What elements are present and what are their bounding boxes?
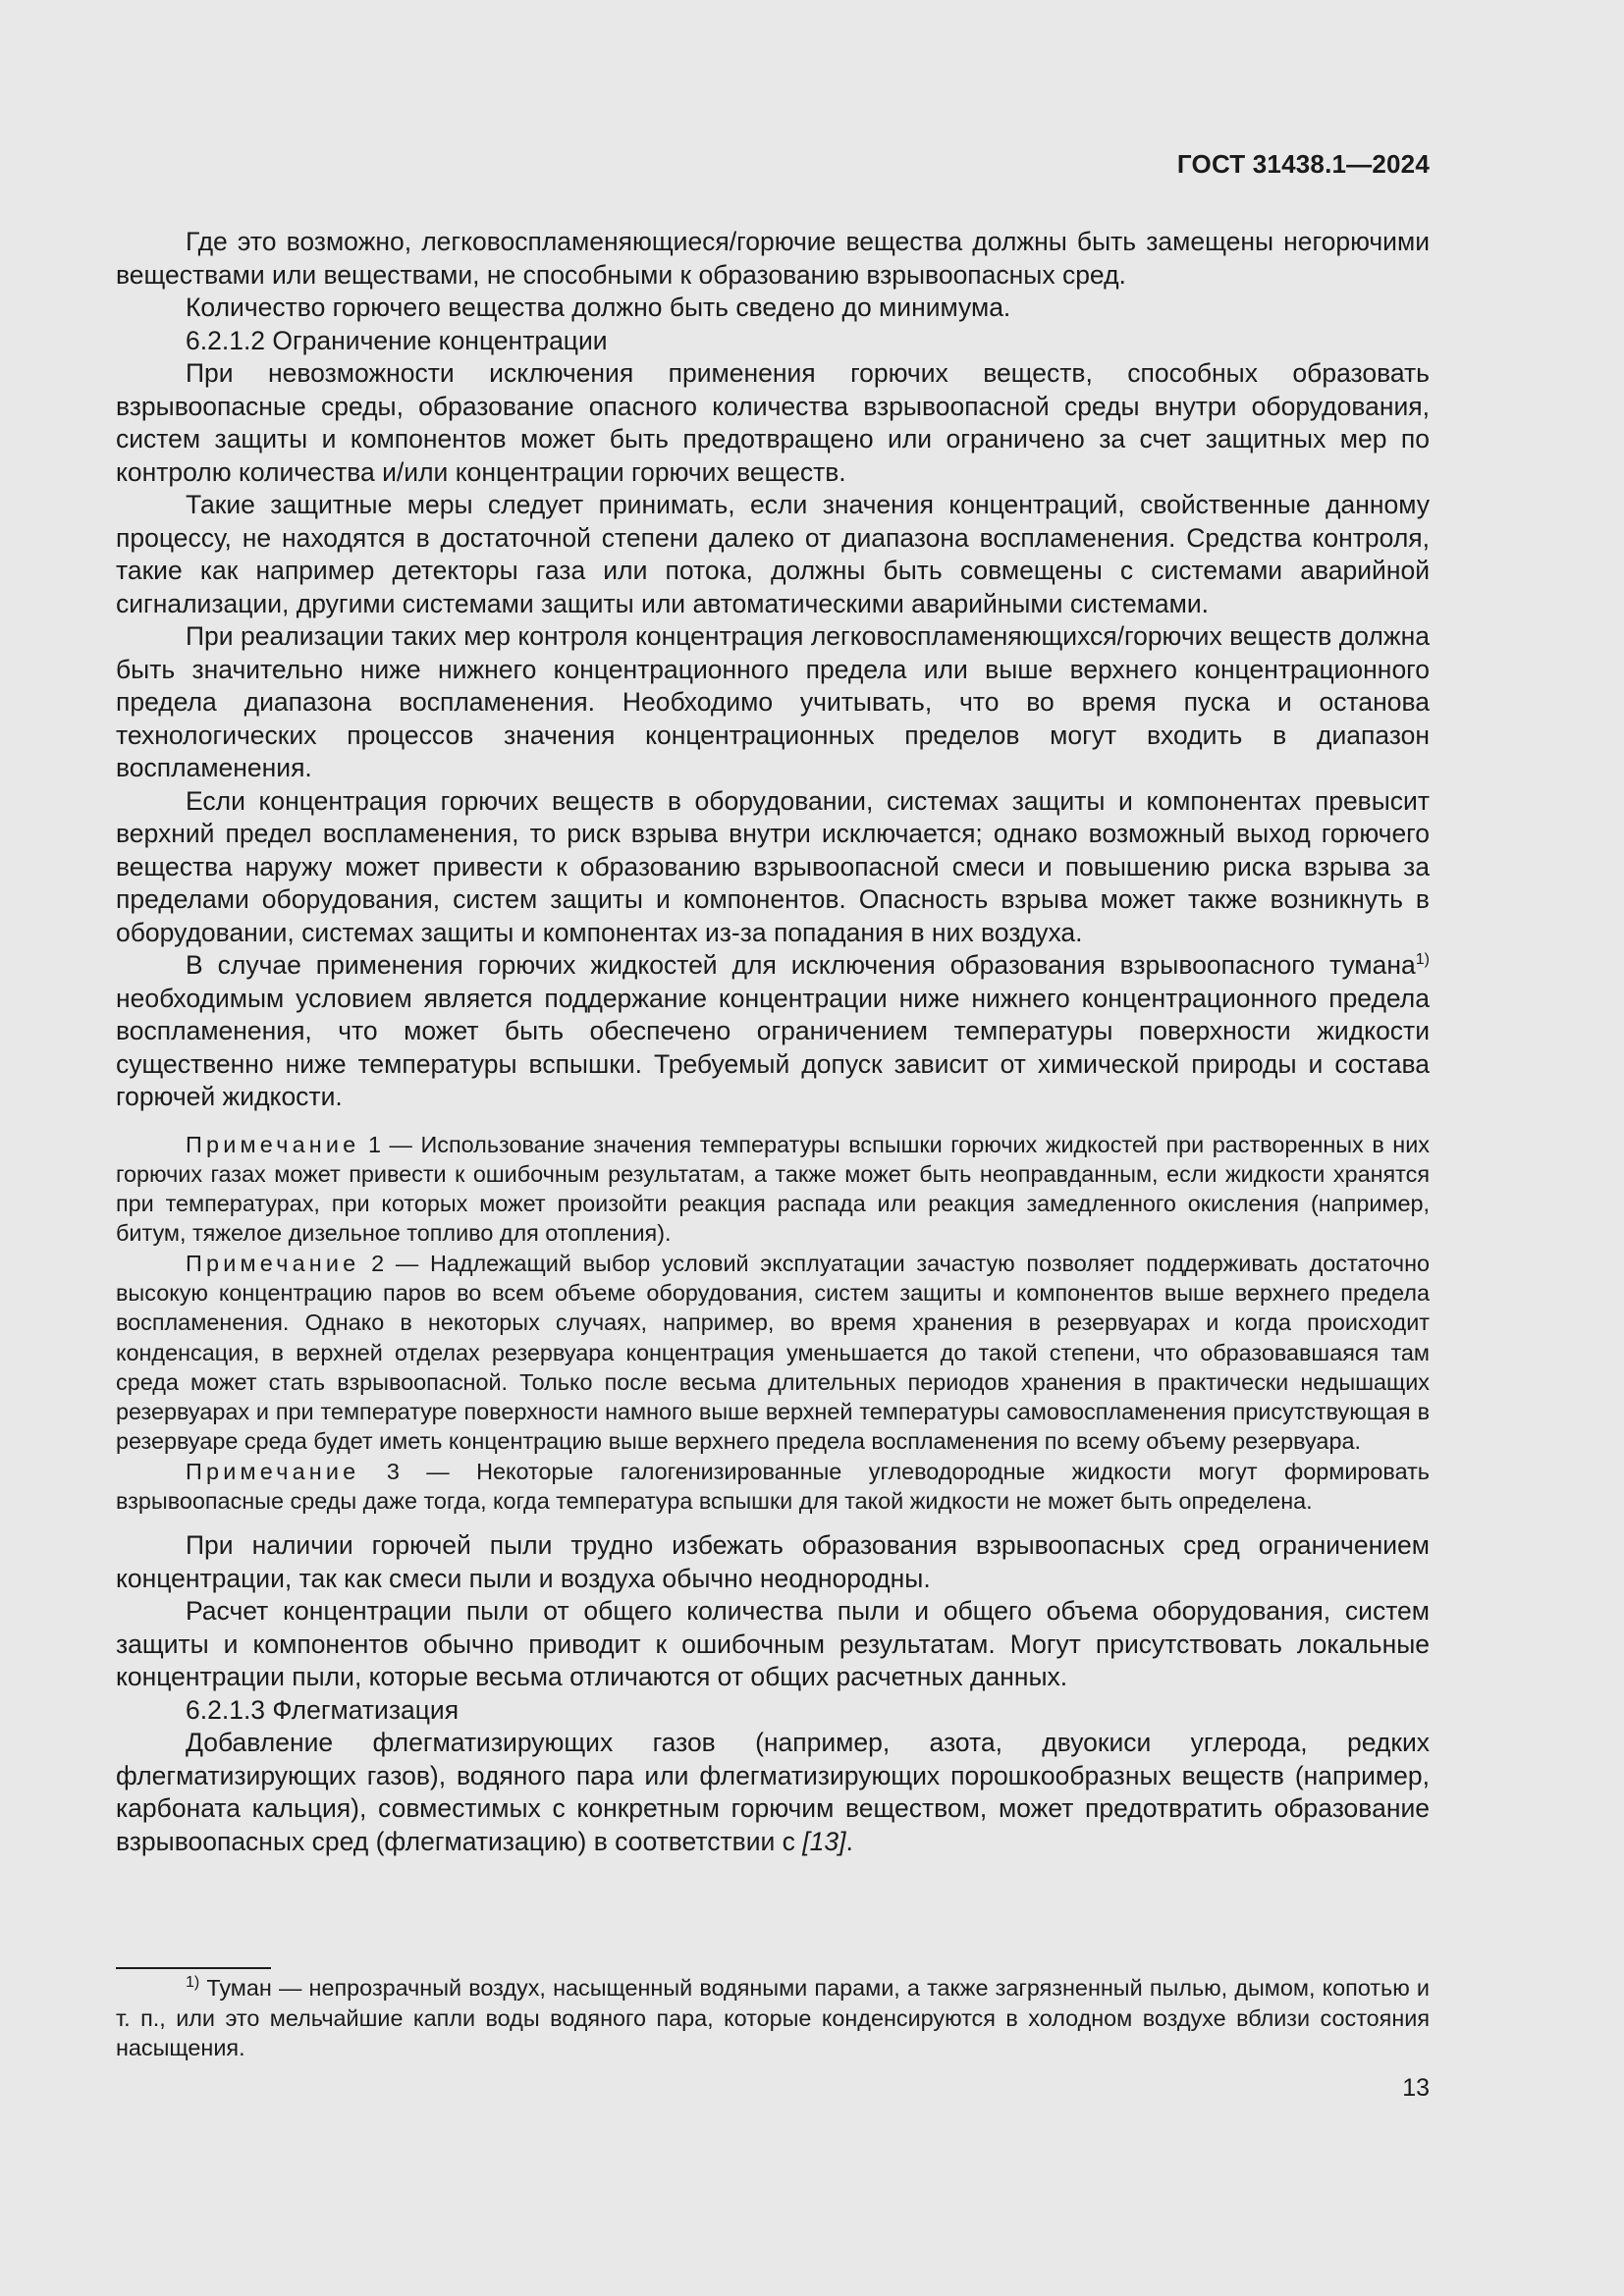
paragraph-phlegmatization-text: Добавление флегматизирующих газов (например, азота, двуокиси углерода, редких флегматизирующих газов), водяного пара или флегматизирующих порошкообразных веществ (например, карбоната кальция), совместимых с конкретным горючим веществом, может предотвратить образование взрывоопасных сред (флегматизацию) в соответствии с — [116, 1728, 1430, 1856]
note-number: 1 — — [359, 1131, 421, 1157]
paragraph-upper-limit: Если концентрация горючих веществ в оборудовании, системах защиты и компонентах превысит верхний предел воспламенения, то риск взрыва внутри исключается; однако возможный выход горючего вещества наружу может привести к образованию взрывоопасной смеси и повышению риска взрыва за пределами оборудования, систем защиты и компонентов. Опасность взрыва может также возникнуть в оборудовании, системах защиты и компонентах из-за попадания в них воздуха. — [116, 785, 1430, 947]
paragraph-dust: При наличии горючей пыли трудно избежать образования взрывоопасных сред ограничением концентрации, так как смеси пыли и воздуха обычно неоднородны. — [116, 1530, 1430, 1593]
paragraph-mist-part2: необходимым условием является поддержание концентрации ниже нижнего концентрационного предела воспламенения, что может быть обеспечено ограничением температуры поверхности жидкости существенно ниже температуры вспышки. Требуемый допуск зависит от химической природы и состава горючей жидкости. — [116, 983, 1430, 1111]
footnote-reference: 1) — [1415, 951, 1430, 969]
note-3 — [116, 1457, 1430, 1517]
note-2 — [116, 1249, 1430, 1457]
bibliography-reference[interactable]: [13] — [802, 1826, 846, 1856]
section-heading-phlegmatization: 6.2.1.3 Флегматизация — [186, 1694, 460, 1725]
note-label: Примечание — [186, 1250, 360, 1276]
note-text: Использование значения температуры вспышки горючих жидкостей при растворенных в них горючих газах может привести к ошибочным результатам, а также может быть неоправданным, если жидкости хранятся при температурах, при которых может произойти реакция распада или реакция замедленного окисления (например, битум, тяжелое дизельное топливо для отопления). — [116, 1131, 1430, 1247]
page-number: 13 — [1402, 2074, 1430, 2102]
paragraph-minimum-quantity: Количество горючего вещества должно быть сведено до минимума. — [186, 293, 1011, 322]
main-text — [116, 226, 1430, 1858]
paragraph-substitution: Где это возможно, легковоспламеняющиеся/горючие вещества должны быть замещены негорючими веществами или веществами, не способными к образованию взрывоопасных сред. — [116, 227, 1430, 290]
note-label: Примечание — [186, 1131, 360, 1157]
paragraph-phlegmatization — [116, 1727, 1430, 1858]
document-page — [116, 0, 1430, 2296]
footnote — [116, 1973, 1430, 2063]
note-text: Некоторые галогенизированные углеводородные жидкости могут формировать взрывоопасные среды даже тогда, когда температура вспышки для такой жидкости не может быть определена. — [116, 1458, 1430, 1515]
paragraph-mist-part1: В случае применения горючих жидкостей для исключения образования взрывоопасного тумана — [186, 950, 1416, 980]
notes-block — [116, 1130, 1430, 1517]
note-label: Примечание — [186, 1458, 360, 1484]
paragraph-mist — [116, 949, 1430, 1114]
note-number: 3 — — [359, 1458, 477, 1484]
paragraph-control-limits: При реализации таких мер контроля концентрация легковоспламеняющихся/горючих веществ должна быть значительно ниже нижнего концентрационного предела или выше верхнего концентрационного предела диапазона воспламенения. Необходимо учитывать, что во время пуска и останова технологических процессов значения концентрационных пределов могут входить в диапазон воспламенения. — [116, 621, 1430, 782]
paragraph-concentration-control: При невозможности исключения применения горючих веществ, способных образовать взрывоопасные среды, образование опасного количества взрывоопасной среды внутри оборудования, систем защиты и компонентов может быть предотвращено или ограничено за счет защитных мер по контролю количества и/или концентрации горючих веществ. — [116, 358, 1430, 487]
standard-designation: ГОСТ 31438.1—2024 — [1176, 149, 1430, 179]
note-number: 2 — — [359, 1250, 430, 1276]
section-heading-concentration: 6.2.1.2 Ограничение концентрации — [186, 325, 608, 355]
footnote-mark: 1) — [186, 1974, 200, 1992]
paragraph-protective-measures: Такие защитные меры следует принимать, если значения концентраций, свойственные данному процессу, не находятся в достаточной степени далеко от диапазона воспламенения. Средства контроля, такие как например детекторы газа или потока, должны быть совмещены с системами аварийной сигнализации, другими системами защиты или автоматическими аварийными системами. — [116, 490, 1430, 618]
paragraph-phlegmatization-end: . — [845, 1826, 853, 1856]
note-text: Надлежащий выбор условий эксплуатации зачастую позволяет поддерживать достаточно высокую концентрацию паров во всем объеме оборудования, систем защиты и компонентов выше верхнего предела воспламенения. Однако в некоторых случаях, например, во время хранения в резервуарах и когда происходит конденсация, в верхней отделах резервуара концентрация уменьшается до такой степени, что образовавшаяся там среда может стать взрывоопасной. Только после весьма длительных периодов хранения в практически недышащих резервуарах и при температуре поверхности намного выше верхней температуры самовоспламенения присутствующая в резервуаре среда будет иметь концентрацию выше верхнего предела воспламенения по всему объему резервуара. — [116, 1250, 1430, 1455]
note-1 — [116, 1130, 1430, 1249]
footnote-text: Туман — непрозрачный воздух, насыщенный водяными парами, а также загрязненный пылью, дымом, копотью и т. п., или это мельчайшие капли воды водяного пара, которые конденсируются в холодном воздухе вблизи состояния насыщения. — [116, 1975, 1430, 2060]
paragraph-dust-calculation: Расчет концентрации пыли от общего количества пыли и общего объема оборудования, систем защиты и компонентов обычно приводит к ошибочным результатам. Могут присутствовать локальные концентрации пыли, которые весьма отличаются от общих расчетных данных. — [116, 1596, 1430, 1692]
footnote-divider — [116, 1967, 271, 1969]
